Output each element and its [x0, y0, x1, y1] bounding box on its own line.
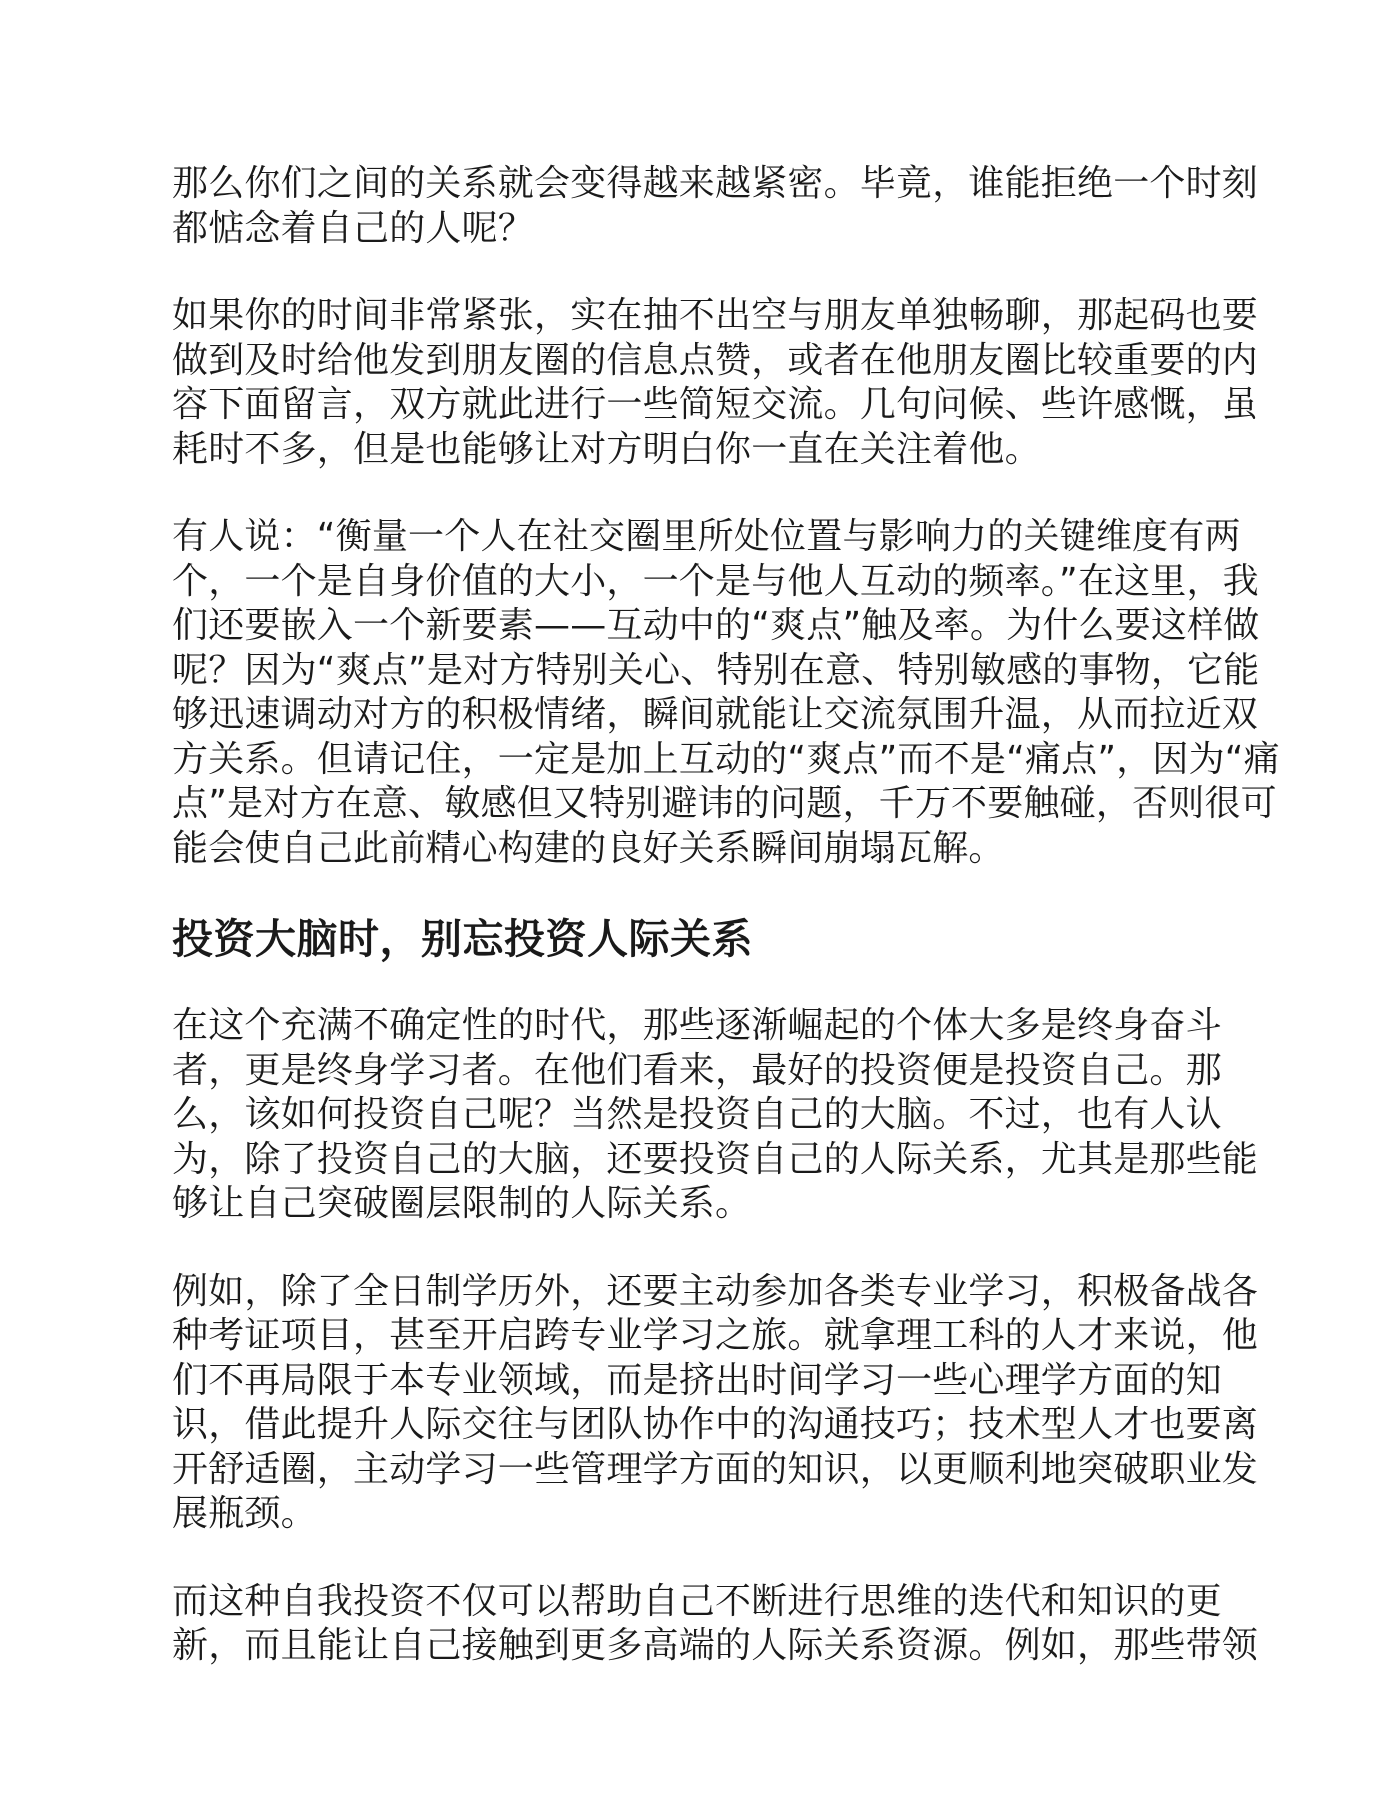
paragraph-2	[172, 294, 1259, 472]
text-line: 容下面留言，双方就此进行一些简短交流。几句问候、些许感慨，虽	[172, 384, 1259, 425]
text-line: 者，更是终身学习者。在他们看来，最好的投资便是投资自己。那	[172, 1049, 1222, 1091]
text-line: 耗时不多，但是也能够让对方明白你一直在关注着他。	[172, 428, 1041, 470]
text-line: 么，该如何投资自己呢？当然是投资自己的大脑。不过，也有人认	[172, 1094, 1222, 1135]
text-line: 点”是对方在意、敏感但又特别避讳的问题，千万不要触碰，否则很可	[172, 783, 1277, 824]
text-line: 方关系。但请记住，一定是加上互动的“爽点”而不是“痛点”，因为“痛	[172, 738, 1280, 780]
text-line: 个，一个是自身价值的大小，一个是与他人互动的频率。”在这里，我	[172, 560, 1259, 602]
text-line: 在这个充满不确定性的时代，那些逐渐崛起的个体大多是终身奋斗	[172, 1005, 1222, 1046]
text-line: 做到及时给他发到朋友圈的信息点赞，或者在他朋友圈比较重要的内	[172, 339, 1259, 381]
text-line: 有人说：“衡量一个人在社交圈里所处位置与影响力的关键维度有两	[172, 516, 1241, 557]
document-page	[172, 162, 1280, 1712]
text-line: 够迅速调动对方的积极情绪，瞬间就能让交流氛围升温，从而拉近双	[172, 694, 1259, 735]
text-line: 识，借此提升人际交往与团队协作中的沟通技巧；技术型人才也要离	[172, 1404, 1259, 1445]
text-line: 展瓶颈。	[172, 1493, 317, 1534]
text-line: 呢？因为“爽点”是对方特别关心、特别在意、特别敏感的事物，它能	[172, 649, 1260, 691]
text-line: 种考证项目，甚至开启跨专业学习之旅。就拿理工科的人才来说，他	[172, 1315, 1259, 1356]
text-line: 如果你的时间非常紧张，实在抽不出空与朋友单独畅聊，那起码也要	[172, 295, 1259, 336]
text-line: 能会使自己此前精心构建的良好关系瞬间崩塌瓦解。	[172, 827, 1005, 869]
heading-text: 投资大脑时，别忘投资人际关系	[172, 915, 753, 963]
paragraph-4	[172, 1004, 1259, 1227]
text-line: 够让自己突破圈层限制的人际关系。	[172, 1183, 752, 1224]
paragraph-3	[172, 515, 1280, 871]
paragraph-1	[172, 162, 1259, 251]
paragraph-5	[172, 1270, 1259, 1537]
text-line: 们还要嵌入一个新要素——互动中的“爽点”触及率。为什么要这样做	[172, 605, 1260, 646]
text-line: 都惦念着自己的人呢？	[172, 207, 535, 249]
paragraph-6	[172, 1580, 1259, 1669]
text-line: 那么你们之间的关系就会变得越来越紧密。毕竟，谁能拒绝一个时刻	[172, 163, 1259, 204]
text-line: 们不再局限于本专业领域，而是挤出时间学习一些心理学方面的知	[172, 1359, 1222, 1401]
text-line: 例如，除了全日制学历外，还要主动参加各类专业学习，积极备战各	[172, 1270, 1259, 1312]
section-heading	[172, 914, 1230, 964]
text-line: 新，而且能让自己接触到更多高端的人际关系资源。例如，那些带领	[172, 1625, 1259, 1666]
text-line: 开舒适圈，主动学习一些管理学方面的知识，以更顺利地突破职业发	[172, 1448, 1259, 1490]
text-line: 为，除了投资自己的大脑，还要投资自己的人际关系，尤其是那些能	[172, 1138, 1259, 1180]
text-line: 而这种自我投资不仅可以帮助自己不断进行思维的迭代和知识的更	[172, 1580, 1222, 1622]
